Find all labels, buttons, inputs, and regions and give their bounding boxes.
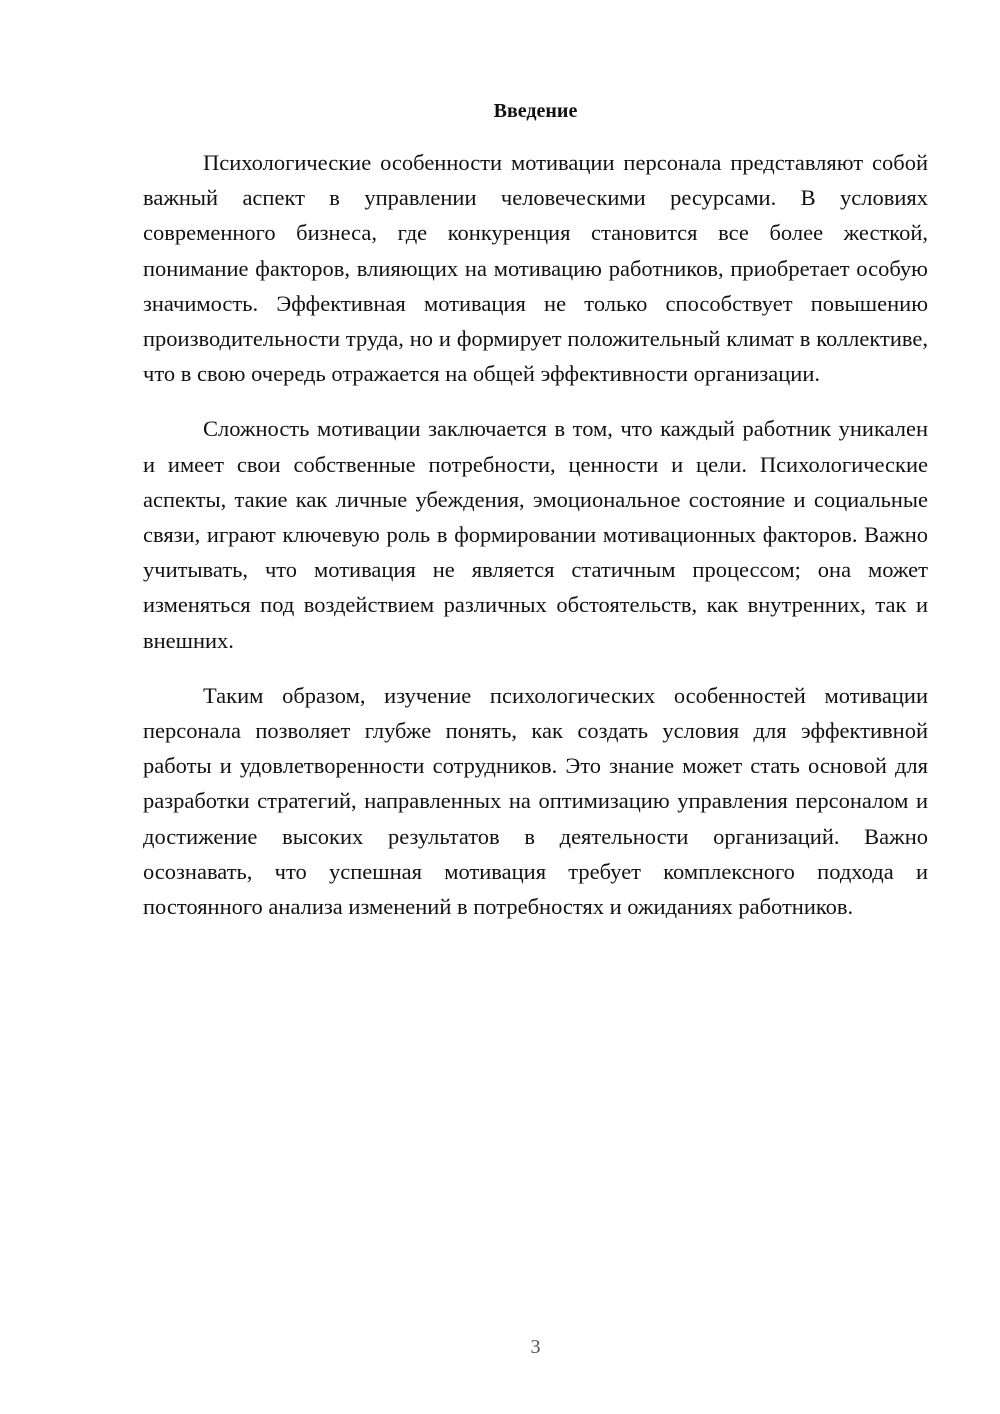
page-title: Введение [493, 100, 578, 122]
paragraph-3: Таким образом, изучение психологических особенностей мотивации персонала позволяет глубже понять, как создать условия для эффективной работы и удовлетворенности сотрудников. Это знание может стать основой для разработки стратегий, направленных на оптимизацию управления персоналом и достижение высоких результатов в деятельности организаций. Важно осознавать, что успешная мотивация требует комплексного подхода и постоянного анализа изменений в потребностях и ожиданиях работников. [143, 682, 928, 920]
page-number: 3 [530, 1336, 541, 1358]
paragraph-2: Сложность мотивации заключается в том, что каждый работник уникален и имеет свои собственные потребности, ценности и цели. Психологические аспекты, такие как личные убеждения, эмоциональное состояние и социальные связи, играют ключевую роль в формировании мотивационных факторов. Важно учитывать, что мотивация не является статичным процессом; она может изменяться под воздействием различных обстоятельств, как внутренних, так и внешних. [143, 416, 928, 653]
paragraph-1: Психологические особенности мотивации персонала представляют собой важный аспект в управлении человеческими ресурсами. В условиях современного бизнеса, где конкуренция становится все более жесткой, понимание факторов, влияющих на мотивацию работников, приобретает особую значимость. Эффективная мотивация не только способствует повышению производительности труда, но и формирует положительный климат в коллективе, что в свою очередь отражается на общей эффективности организации. [143, 150, 928, 387]
page-content [143, 98, 928, 924]
